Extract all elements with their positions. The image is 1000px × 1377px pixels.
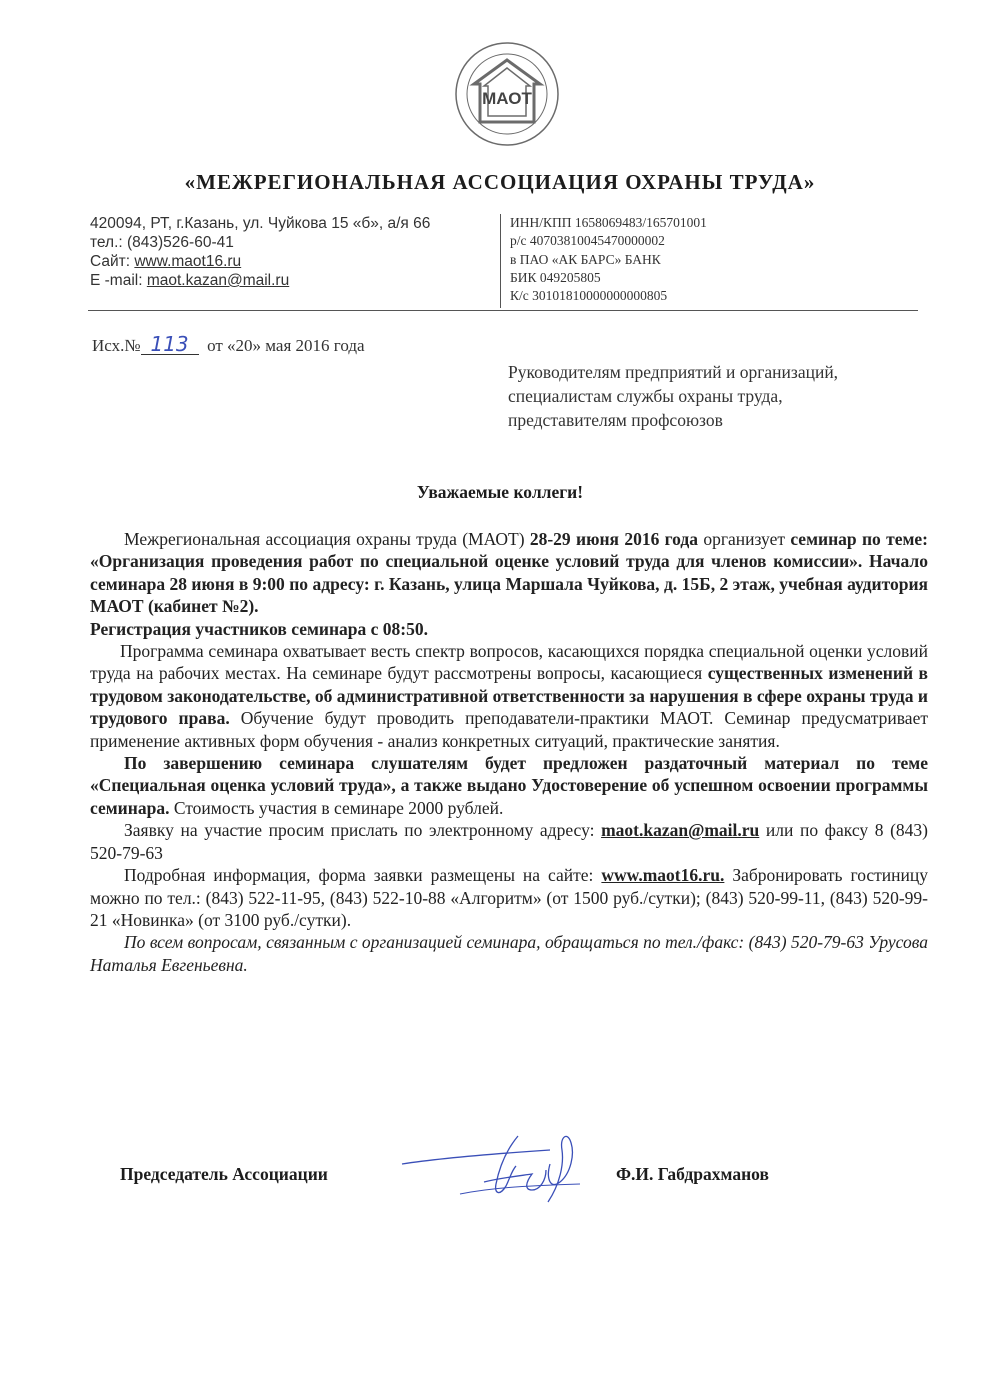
account-number: р/с 40703810045470000002 [510, 233, 665, 249]
seminar-topic: семинар по теме: «Организация проведения работ по специальной оценке условий труда для членов комиссии». Начало семинара 28 июня в 9:00 по адресу: г. Казань, улица Маршала Чуйкова, д. 15Б, 2 этаж, учебная аудитория МАОТ (кабинет №2). [90, 529, 929, 617]
registration-time: Регистрация участников семинара с 08:50. [90, 618, 429, 639]
addressee-line: Руководителям предприятий и организаций, [508, 362, 839, 382]
organization-title: «МЕЖРЕГИОНАЛЬНАЯ АССОЦИАЦИЯ ОХРАНЫ ТРУДА» [184, 170, 816, 194]
signature-row [120, 1164, 820, 1194]
addressee-line: представителям профсоюзов [508, 410, 723, 430]
text-run: Обучение будут проводить преподаватели-практики МАОТ. Семинар предусматривает применение активных форм обучения - анализ конкретных ситуаций, практические занятия. [90, 708, 928, 751]
header-divider-vertical [500, 214, 501, 308]
paragraph-contact [90, 931, 928, 976]
signatory-name: Ф.И. Габдрахманов [616, 1164, 769, 1184]
price: Стоимость участия в семинаре 2000 рублей. [169, 797, 504, 818]
text-run: Подробная информация, форма заявки размещены на сайте: [124, 865, 602, 886]
maot-logo [452, 40, 562, 148]
text-run: Заявку на участие просим прислать по электронному адресу: [124, 820, 602, 841]
site-prefix: Сайт: [90, 253, 135, 270]
paragraph-registration [90, 618, 928, 640]
addressee-line: специалистам службы охраны труда, [508, 386, 783, 406]
paragraph-program [90, 640, 928, 752]
signatory-role: Председатель Ассоциации [120, 1164, 328, 1184]
handwritten-number: 113 [141, 334, 199, 355]
text-run: Программа семинара охватывает весть спектр вопросов, касающихся порядка специальной оценки условий труда на рабочих местах. На семинаре будут рассмотрены вопросы, касающиеся [90, 641, 928, 684]
outgoing-date: от «20» мая 2016 года [207, 336, 365, 355]
svg-text:МАОТ: МАОТ [482, 89, 532, 108]
contact-block [90, 214, 500, 290]
bik: БИК 049205805 [510, 269, 601, 285]
program-highlight: существенных изменений в трудовом законодательстве, об административной ответственности за нарушения в сфере охраны труда и трудового права. [90, 663, 929, 729]
phone: тел.: (843)526-60-41 [90, 234, 234, 251]
website-link[interactable]: www.maot16.ru. [601, 865, 725, 886]
letter-body [90, 528, 928, 976]
salutation: Уважаемые коллеги! [416, 482, 584, 502]
paragraph-materials [90, 752, 928, 819]
seminar-dates: 28-29 июня 2016 года [529, 529, 699, 549]
header-divider-horizontal [88, 310, 918, 311]
paragraph-announcement [90, 528, 928, 618]
paragraph-application [90, 819, 928, 864]
application-email[interactable]: maot.kazan@mail.ru [601, 820, 760, 841]
text-run: Забронировать гостиницу можно по тел.: (843) 522-11-95, (843) 522-10-88 «Алгоритм» (от 1500 руб./сутки); (843) 520-99-11, (843) 520-99-21 «Новинка» (от 3100 руб./сутки). [90, 865, 929, 930]
paragraph-info [90, 864, 928, 931]
site-line [90, 252, 500, 271]
site-link[interactable]: www.maot16.ru [134, 253, 242, 270]
bank-name: в ПАО «АК БАРС» БАНК [510, 251, 661, 267]
email-link[interactable]: maot.kazan@mail.ru [146, 272, 290, 289]
materials-highlight: По завершению семинара слушателям будет предложен раздаточный материал по теме «Специальная оценка условий труда», а также выдано Удостоверение об успешном освоении программы семинара. [90, 753, 928, 818]
addressee-block [508, 360, 928, 432]
inn-kpp: ИНН/КПП 1658069483/165701001 [510, 215, 707, 230]
contact-person: По всем вопросам, связанным с организацией семинара, обращаться по тел./факс: (843) 520-79-63 Урусова Наталья Евгеньевна. [90, 932, 928, 975]
outgoing-prefix: Исх.№ [92, 336, 141, 355]
email-prefix: E -mail: [90, 272, 147, 289]
corr-account: К/с 30101810000000000805 [510, 288, 668, 304]
text-run: Межрегиональная ассоциация охраны труда (МАОТ) [124, 529, 530, 549]
email-line [90, 271, 500, 290]
text-run: или по факсу 8 (843) 520-79-63 [90, 820, 928, 863]
bank-details [510, 214, 810, 305]
text-run: организует [698, 529, 791, 549]
outgoing-number [92, 334, 365, 356]
address: 420094, РТ, г.Казань, ул. Чуйкова 15 «б», а/я 66 [90, 215, 431, 232]
